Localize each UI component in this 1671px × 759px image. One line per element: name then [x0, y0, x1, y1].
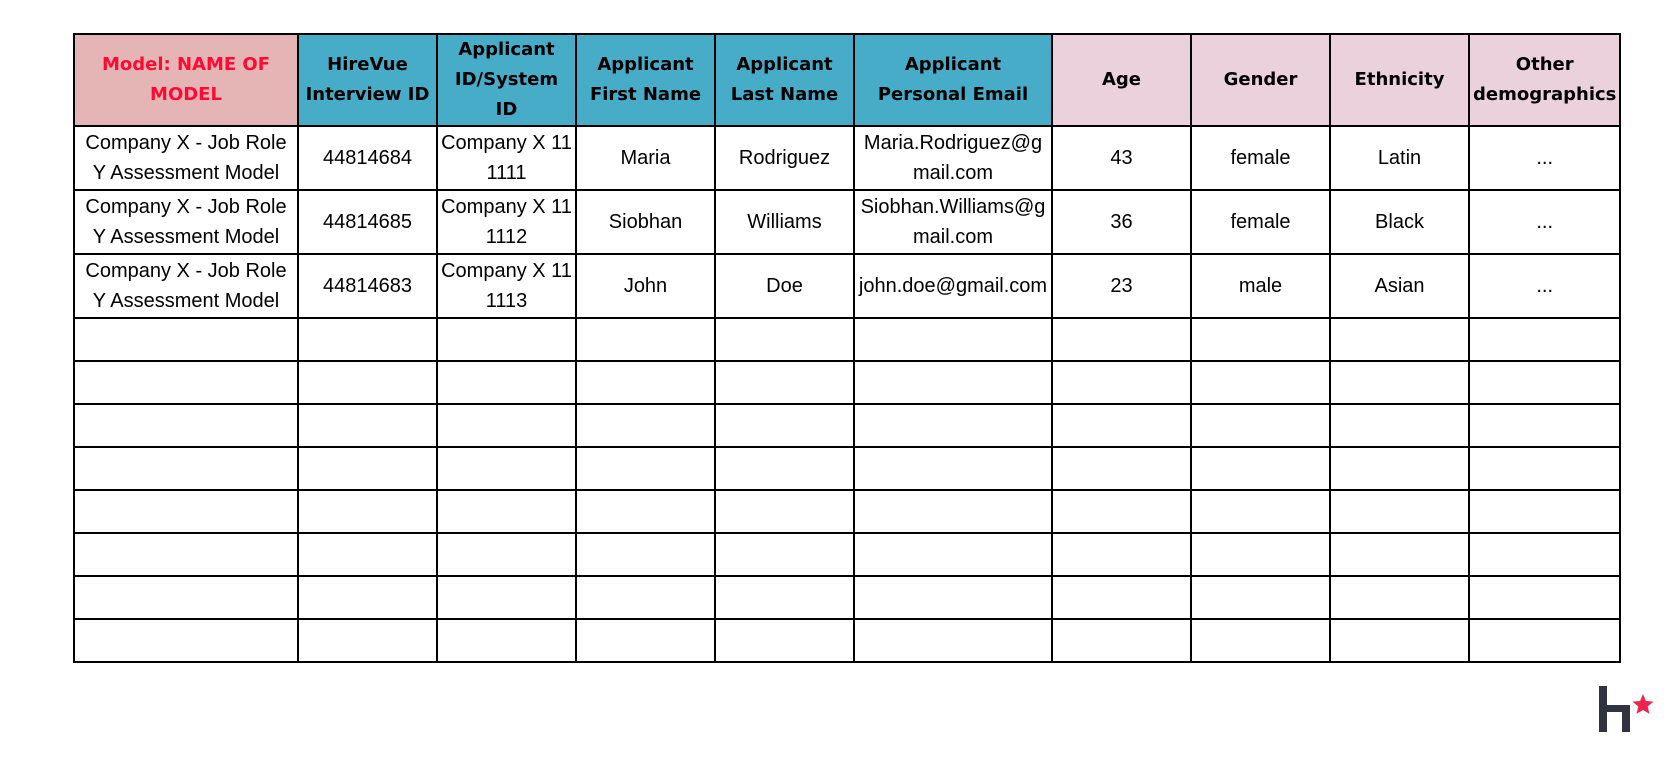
ethnicity-cell-text: Black	[1375, 211, 1424, 233]
first-name-cell-text: Maria	[620, 147, 671, 169]
empty-cell	[1052, 404, 1191, 447]
email-cell-text: Maria.Rodriguez@gmail.com	[863, 132, 1043, 184]
gender-cell	[1191, 254, 1330, 318]
empty-cell	[1191, 404, 1330, 447]
interview-id-cell-text: 44814683	[323, 275, 412, 297]
empty-cell	[298, 447, 437, 490]
empty-cell	[854, 490, 1052, 533]
empty-cell	[576, 619, 715, 662]
empty-cell	[437, 576, 576, 619]
last-name-cell-text: Williams	[747, 211, 822, 233]
header-model-name: Model: NAME OF MODEL	[74, 34, 298, 126]
email-cell	[854, 254, 1052, 318]
header-row	[74, 34, 1620, 126]
other-demographics-cell	[1469, 190, 1620, 254]
empty-cell	[1469, 361, 1620, 404]
empty-table-row	[74, 404, 1620, 447]
interview-id-cell	[298, 254, 437, 318]
empty-cell	[1330, 318, 1469, 361]
empty-cell	[74, 404, 298, 447]
first-name-cell	[576, 190, 715, 254]
empty-cell	[1191, 447, 1330, 490]
empty-table-row	[74, 447, 1620, 490]
empty-cell	[1469, 318, 1620, 361]
age-cell	[1052, 190, 1191, 254]
applicant-id-cell	[437, 126, 576, 190]
empty-cell	[854, 404, 1052, 447]
applicant-id-cell	[437, 190, 576, 254]
empty-cell	[1330, 490, 1469, 533]
empty-cell	[1052, 447, 1191, 490]
applicant-id-cell-text: Company X 111112	[441, 196, 572, 248]
model-cell	[74, 126, 298, 190]
first-name-cell	[576, 126, 715, 190]
empty-cell	[1191, 361, 1330, 404]
applicant-id-cell-text: Company X 111113	[441, 260, 572, 312]
empty-cell	[576, 447, 715, 490]
empty-cell	[715, 490, 854, 533]
empty-cell	[1330, 619, 1469, 662]
header-gender: Gender	[1191, 34, 1330, 126]
model-cell	[74, 254, 298, 318]
empty-cell	[298, 576, 437, 619]
header-first-name: Applicant First Name	[576, 34, 715, 126]
empty-cell	[74, 619, 298, 662]
empty-cell	[854, 576, 1052, 619]
empty-cell	[715, 619, 854, 662]
empty-cell	[1469, 576, 1620, 619]
empty-table-row	[74, 361, 1620, 404]
logo-letter-h	[1599, 686, 1630, 732]
empty-cell	[1469, 404, 1620, 447]
header-age: Age	[1052, 34, 1191, 126]
ethnicity-cell-text: Asian	[1374, 275, 1425, 297]
empty-cell	[437, 490, 576, 533]
empty-cell	[1330, 447, 1469, 490]
empty-cell	[437, 361, 576, 404]
empty-cell	[1191, 490, 1330, 533]
empty-cell	[437, 447, 576, 490]
applicant-id-cell-text: Company X 111111	[441, 132, 572, 184]
empty-cell	[1052, 318, 1191, 361]
empty-cell	[715, 447, 854, 490]
empty-cell	[1191, 533, 1330, 576]
model-cell	[74, 190, 298, 254]
other-demographics-cell-text: ...	[1536, 211, 1554, 233]
empty-cell	[1330, 361, 1469, 404]
empty-cell	[437, 533, 576, 576]
interview-id-cell	[298, 190, 437, 254]
empty-cell	[298, 404, 437, 447]
empty-cell	[1191, 318, 1330, 361]
empty-cell	[576, 361, 715, 404]
empty-cell	[854, 619, 1052, 662]
empty-cell	[298, 490, 437, 533]
gender-cell	[1191, 190, 1330, 254]
last-name-cell	[715, 126, 854, 190]
empty-cell	[298, 361, 437, 404]
empty-cell	[1330, 576, 1469, 619]
empty-cell	[74, 447, 298, 490]
ethnicity-cell-text: Latin	[1377, 147, 1422, 169]
hirevue-logo-icon	[1597, 684, 1655, 734]
empty-cell	[854, 447, 1052, 490]
empty-table-row	[74, 619, 1620, 662]
other-demographics-cell-text: ...	[1536, 147, 1554, 169]
empty-cell	[576, 533, 715, 576]
empty-cell	[1191, 576, 1330, 619]
header-last-name: Applicant Last Name	[715, 34, 854, 126]
empty-cell	[437, 318, 576, 361]
empty-cell	[74, 533, 298, 576]
empty-cell	[1330, 533, 1469, 576]
age-cell-text: 43	[1110, 147, 1133, 169]
ethnicity-cell	[1330, 126, 1469, 190]
age-cell	[1052, 254, 1191, 318]
empty-table-row	[74, 490, 1620, 533]
empty-cell	[1052, 533, 1191, 576]
header-email: Applicant Personal Email	[854, 34, 1052, 126]
age-cell-text: 36	[1110, 211, 1133, 233]
empty-table-row	[74, 533, 1620, 576]
gender-cell-text: female	[1230, 211, 1291, 233]
empty-cell	[298, 318, 437, 361]
empty-cell	[1052, 576, 1191, 619]
logo-star-icon	[1633, 694, 1654, 714]
header-other-demographics: Other demographics	[1469, 34, 1620, 126]
gender-cell-text: female	[1230, 147, 1291, 169]
gender-cell-text: male	[1238, 275, 1283, 297]
empty-cell	[437, 619, 576, 662]
empty-cell	[715, 318, 854, 361]
gender-cell	[1191, 126, 1330, 190]
header-ethnicity: Ethnicity	[1330, 34, 1469, 126]
empty-cell	[1052, 490, 1191, 533]
empty-cell	[715, 404, 854, 447]
table-row	[74, 126, 1620, 190]
other-demographics-cell	[1469, 126, 1620, 190]
empty-cell	[74, 576, 298, 619]
model-cell-text: Company X - Job Role Y Assessment Model	[85, 132, 287, 184]
first-name-cell-text: John	[623, 275, 668, 297]
email-cell	[854, 126, 1052, 190]
empty-cell	[576, 404, 715, 447]
empty-cell	[74, 361, 298, 404]
empty-cell	[437, 404, 576, 447]
interview-id-cell-text: 44814685	[323, 211, 412, 233]
empty-cell	[298, 619, 437, 662]
header-applicant-id: Applicant ID/System ID	[437, 34, 576, 126]
empty-cell	[1469, 490, 1620, 533]
age-cell	[1052, 126, 1191, 190]
ethnicity-cell	[1330, 190, 1469, 254]
empty-cell	[74, 318, 298, 361]
empty-cell	[1191, 619, 1330, 662]
empty-table-row	[74, 576, 1620, 619]
table-row	[74, 254, 1620, 318]
empty-cell	[576, 576, 715, 619]
empty-cell	[1469, 447, 1620, 490]
model-cell-text: Company X - Job Role Y Assessment Model	[85, 196, 287, 248]
empty-cell	[1052, 619, 1191, 662]
empty-cell	[854, 318, 1052, 361]
model-cell-text: Company X - Job Role Y Assessment Model	[85, 260, 287, 312]
empty-cell	[74, 490, 298, 533]
last-name-cell-text: Rodriguez	[738, 147, 831, 169]
interview-id-cell-text: 44814684	[323, 147, 412, 169]
empty-cell	[715, 533, 854, 576]
empty-cell	[854, 533, 1052, 576]
email-cell-text: john.doe@gmail.com	[858, 275, 1048, 297]
last-name-cell	[715, 254, 854, 318]
empty-cell	[1469, 533, 1620, 576]
empty-cell	[1330, 404, 1469, 447]
empty-cell	[576, 318, 715, 361]
other-demographics-cell	[1469, 254, 1620, 318]
header-interview-id: HireVue Interview ID	[298, 34, 437, 126]
email-cell-text: Siobhan.Williams@gmail.com	[860, 196, 1046, 248]
table-body	[74, 126, 1620, 662]
email-cell	[854, 190, 1052, 254]
empty-table-row	[74, 318, 1620, 361]
other-demographics-cell-text: ...	[1536, 275, 1554, 297]
interview-id-cell	[298, 126, 437, 190]
empty-cell	[1052, 361, 1191, 404]
applicant-data-table	[73, 33, 1621, 663]
empty-cell	[715, 361, 854, 404]
table-row	[74, 190, 1620, 254]
empty-cell	[298, 533, 437, 576]
first-name-cell	[576, 254, 715, 318]
last-name-cell	[715, 190, 854, 254]
last-name-cell-text: Doe	[766, 275, 803, 297]
applicant-id-cell	[437, 254, 576, 318]
empty-cell	[576, 490, 715, 533]
empty-cell	[854, 361, 1052, 404]
empty-cell	[1469, 619, 1620, 662]
age-cell-text: 23	[1110, 275, 1133, 297]
first-name-cell-text: Siobhan	[608, 211, 683, 233]
ethnicity-cell	[1330, 254, 1469, 318]
empty-cell	[715, 576, 854, 619]
